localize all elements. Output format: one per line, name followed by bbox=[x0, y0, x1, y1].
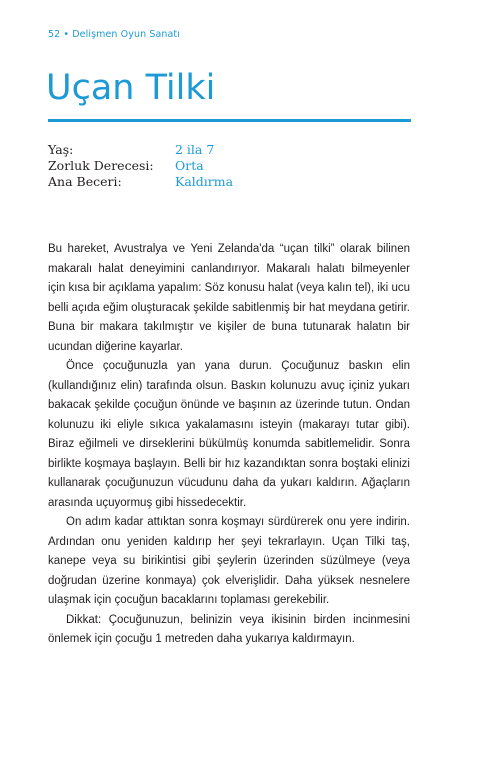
running-header: 52 • Delişmen Oyun Sanatı bbox=[48, 29, 180, 40]
meta-row-age bbox=[48, 142, 233, 158]
paragraph: Bu hareket, Avustralya ve Yeni Zelanda'da “uçan tilki” olarak bilinen makaralı halat deneyimini canlandırıyor. Makaralı halatı bilmeyenler için kısa bir açıklama yapalım: Söz konusu halat (veya kalın tel), iki ucu belli açıda eğim oluşturacak şekilde sabitlenmiş bir hat meydana getirir. Buna bir makara takılmıştır ve kişiler de buna tutunarak halatın bir ucundan diğerine kayarlar. bbox=[48, 243, 410, 353]
meta-value-skill: Kaldırma bbox=[175, 174, 234, 189]
page-title: Uçan Tilki bbox=[46, 68, 216, 108]
paragraph: Önce çocuğunuzla yan yana durun. Çocuğunuz baskın elin (kullandığınız elin) tarafında olsun. Baskın kolunuzu avuç içiniz yukarı bakacak şekilde çocuğun önünde ve başının az üzerinde tutun. Ondan kolunuzu iki eliyle sıkıca yakalamasını isteyin (makarayı tutar gibi). Biraz eğilmeli ve dirseklerini bükülmüş konumda sabitlemelidir. Sonra birlikte koşmaya başlayın. Belli bir hız kazandıktan sonra boştaki elinizi kullanarak çocuğunuzun vücudunu daha da yukarı kaldırın. Ağaçların arasında uçuyormuş gibi hissedecektir. bbox=[48, 360, 410, 509]
meta-label-age: Yaş: bbox=[48, 142, 74, 157]
meta-row-skill bbox=[48, 174, 233, 190]
body-text bbox=[48, 240, 410, 650]
meta-table bbox=[48, 142, 233, 190]
meta-label-difficulty: Zorluk Derecesi: bbox=[48, 158, 154, 173]
meta-value-age: 2 ila 7 bbox=[175, 142, 215, 157]
paragraph: Dikkat: Çocuğunuzun, belinizin veya ikisinin birden incinmesini önlemek için çocuğu 1 metreden daha yukarıya kaldırmayın. bbox=[48, 613, 410, 645]
paragraph: On adım kadar attıktan sonra koşmayı sürdürerek onu yere indirin. Ardından onu yeniden kaldırıp her şeyi tekrarlayın. Uçan Tilki taş, kanepe veya su birikintisi gibi şeylerin üzerinden süzülmeye (veya doğrudan üzerine konmaya) çok elverişlidir. Daha yüksek nesnelere ulaşmak için çocuğun bacaklarını toplaması gerekebilir. bbox=[48, 516, 410, 606]
meta-row-difficulty bbox=[48, 158, 233, 174]
meta-value-difficulty: Orta bbox=[175, 158, 204, 173]
meta-label-skill: Ana Beceri: bbox=[48, 174, 122, 189]
title-rule bbox=[48, 119, 411, 122]
